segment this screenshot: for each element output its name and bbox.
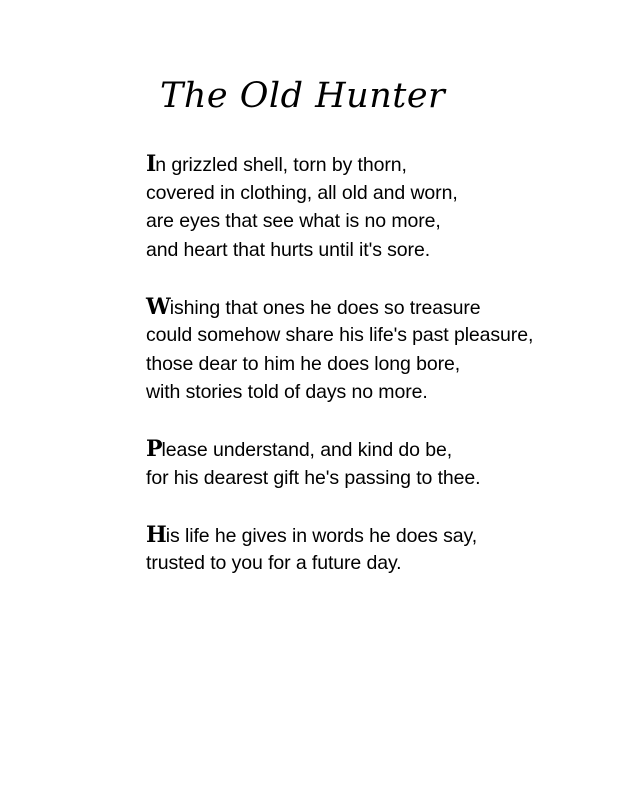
stanza-2 (146, 293, 586, 407)
line-text: ishing that ones he does so treasure (169, 296, 481, 319)
poem-line: could somehow share his life's past pleasure, (146, 324, 534, 346)
poem-line: covered in clothing, all old and worn, (146, 181, 458, 204)
drop-initial: W (146, 293, 170, 320)
poem-title: The Old Hunter (160, 76, 446, 116)
poem-line (146, 435, 586, 464)
drop-initial: P (146, 436, 162, 462)
poem-line: with stories told of days no more. (146, 381, 428, 403)
poem-line (146, 150, 586, 179)
line-text: is life he gives in words he does say, (165, 524, 478, 547)
stanza-3 (146, 435, 586, 492)
poem-line: are eyes that see what is no more, (146, 210, 441, 232)
stanza-1 (146, 150, 586, 264)
poem-line: those dear to him he does long bore, (146, 352, 461, 375)
poem-body (146, 150, 586, 606)
poem-line (146, 521, 586, 550)
poem-line (146, 293, 586, 322)
line-text: lease understand, and kind do be, (161, 439, 453, 461)
drop-initial: H (146, 521, 166, 548)
poem-line: and heart that hurts until it's sore. (146, 238, 431, 261)
stanza-4 (146, 521, 586, 578)
poem-line: for his dearest gift he's passing to thee. (146, 466, 481, 489)
drop-initial: I (146, 151, 156, 177)
poem-line: trusted to you for a future day. (146, 552, 402, 574)
line-text: n grizzled shell, torn by thorn, (155, 154, 407, 176)
